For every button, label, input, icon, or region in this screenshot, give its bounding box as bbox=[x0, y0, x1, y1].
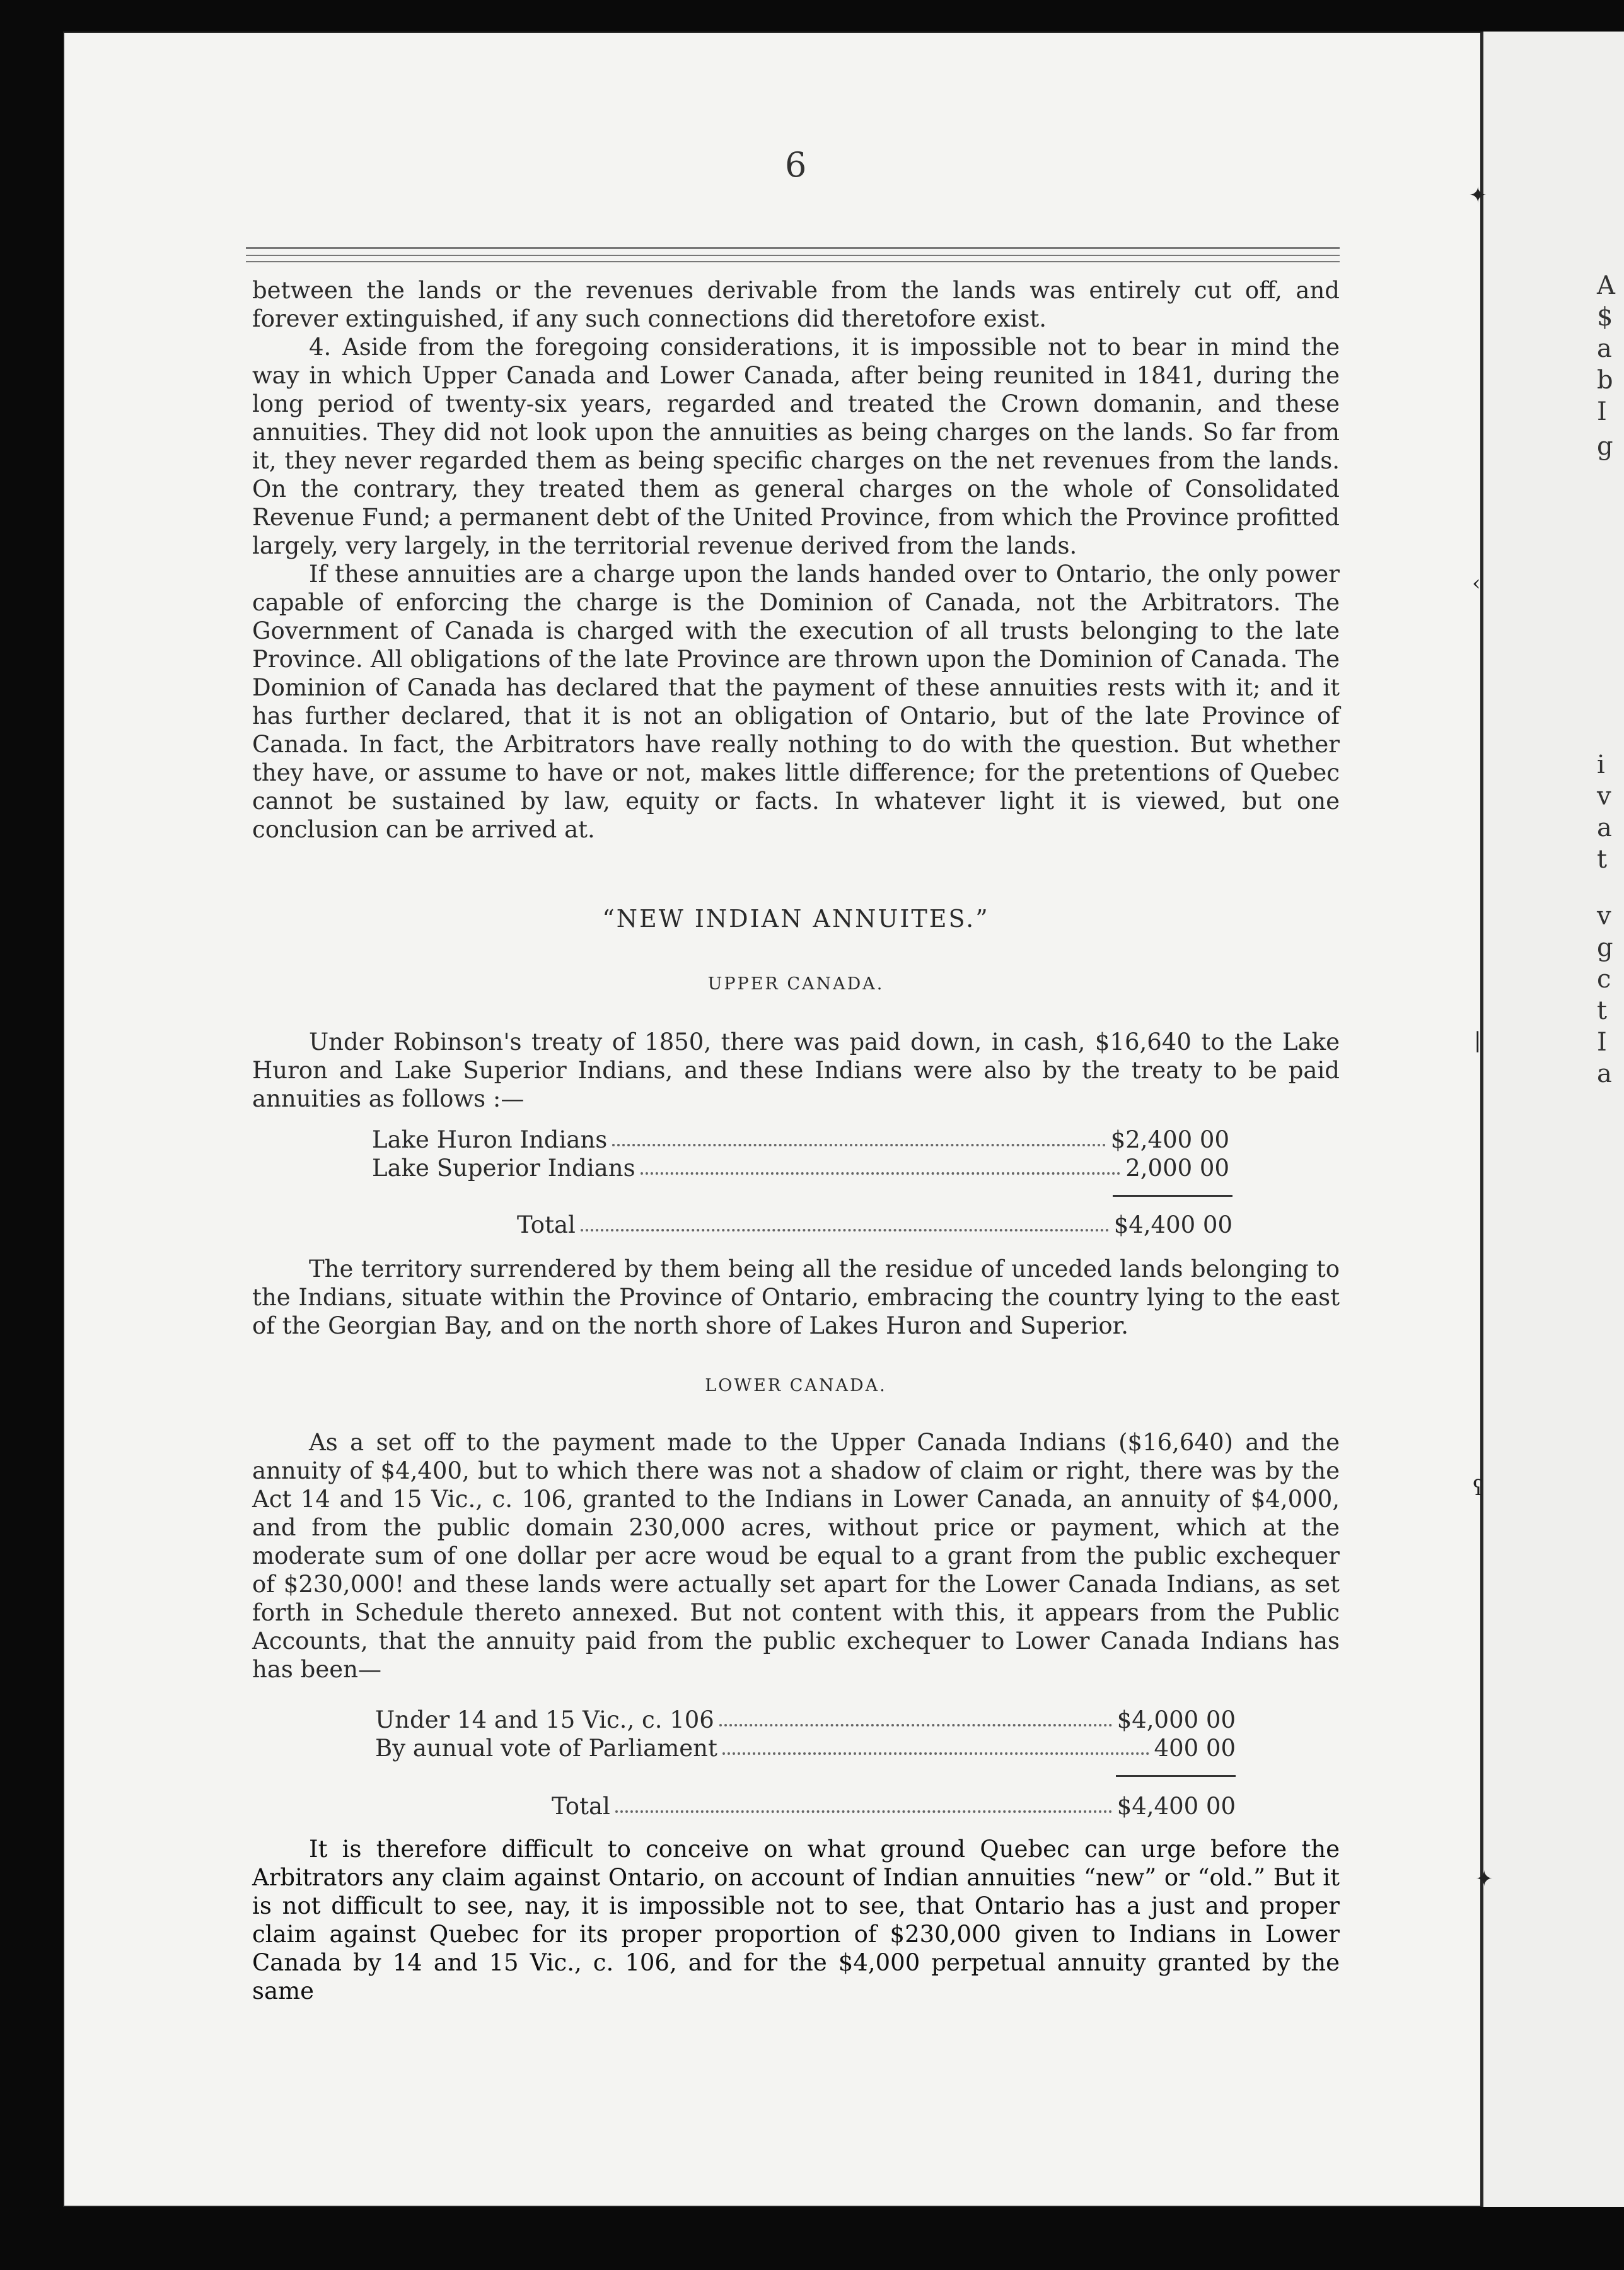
account-label: By aunual vote of Parliament bbox=[375, 1735, 717, 1762]
leader-dots bbox=[615, 1792, 1112, 1813]
paragraph: It is therefore difficult to conceive on what ground Quebec can urge before the Arbitrators any claim against Ontario, on account of Indian annuities “new” or “old.” But it is not difficult to see, nay, it is impossible not to see, that Ontario has a just and proper claim against Quebec for its proper proportion of $230,000 given to Indians in Lower Canada by 14 and 15 Vic., c. 106, and for the $4,000 perpetual annuity granted by the same bbox=[252, 1836, 1340, 2005]
strip-char: I bbox=[1597, 1028, 1607, 1057]
paragraph: Under Robinson's treaty of 1850, there was paid down, in cash, $16,640 to the Lake Huron and Lake Superior Indians, and these Indians were also by the treaty to be paid annuities as follows :— bbox=[252, 1028, 1340, 1112]
strip-char: $ bbox=[1597, 303, 1613, 332]
sum-rule bbox=[1113, 1195, 1232, 1197]
account-label: Lake Huron Indians bbox=[372, 1126, 608, 1153]
upper-canada-heading: UPPER CANADA. bbox=[707, 974, 884, 994]
page-number: 6 bbox=[785, 145, 807, 185]
account-amount: 2,000 00 bbox=[1125, 1155, 1229, 1182]
total-amount: $4,400 00 bbox=[1116, 1793, 1236, 1820]
paragraph: 4. Aside from the foregoing considerations, it is impossible not to bear in mind the way in which Upper Canada and Lower Canada, after being reunited in 1841, during the long period of twenty-six years, regarded and treated the Crown domanin, and these annuities. They did not look upon the annuities as being charges on the lands. So far from it, they never regarded them as being specific charges on the net revenues from the lands. On the contrary, they treated them as general charges on the whole of Consolidated Revenue Fund; a permanent debt of the United Province, from which the Province profitted largely, very largely, in the territorial revenue derived from the lands. bbox=[252, 334, 1340, 559]
strip-char: b bbox=[1597, 366, 1613, 395]
account-row bbox=[372, 1154, 1229, 1182]
paragraph: As a set off to the payment made to the Upper Canada Indians ($16,640) and the annuity of $4,400, but to which there was not a shadow of claim or right, there was by the Act 14 and 15 Vic., c. 106, granted to the Indians in Lower Canada, an annuity of $4,000, and from the public domain 230,000 acres, without price or payment, which at the moderate sum of one dollar per acre woud be equal to a grant from the public exchequer of $230,000! and these lands were actually set apart for the Lower Canada Indians, as set forth in Schedule thereto annexed. But not content with this, it appears from the Public Accounts, that the annuity paid from the public exchequer to Lower Canada Indians has has been— bbox=[252, 1429, 1340, 1683]
paragraph: If these annuities are a charge upon the lands handed over to Ontario, the only power capable of enforcing the charge is the Dominion of Canada, not the Arbitrators. The Government of Canada is charged with the execution of all trusts belonging to the late Province. All obligations of the late Province are thrown upon the Dominion of Canada. The Dominion of Canada has declared that the payment of these annuities rests with it; and it has further declared, that it is not an obligation of Ontario, but of the late Province of Canada. In fact, the Arbitrators have really nothing to do with the question. But whether they have, or assume to have or not, makes little difference; for the pretentions of Quebec cannot be sustained by law, equity or facts. In whatever light it is viewed, but one conclusion can be arrived at. bbox=[252, 561, 1340, 843]
header-rule bbox=[246, 255, 1340, 256]
lower-canada-after bbox=[252, 1835, 1340, 2005]
strip-char: a bbox=[1597, 334, 1612, 363]
strip-char: g bbox=[1597, 933, 1613, 962]
total-label: Total bbox=[552, 1793, 610, 1820]
strip-char: v bbox=[1597, 902, 1611, 931]
upper-canada-paragraph bbox=[252, 1028, 1340, 1113]
total-amount: $4,400 00 bbox=[1113, 1211, 1232, 1238]
leader-dots bbox=[719, 1706, 1112, 1726]
strip-char: a bbox=[1597, 1059, 1612, 1088]
total-label: Total bbox=[517, 1211, 576, 1238]
account-amount: $4,000 00 bbox=[1116, 1706, 1236, 1733]
adjacent-page-edge bbox=[1482, 32, 1624, 2207]
account-row bbox=[375, 1706, 1236, 1734]
margin-mark: ‹ bbox=[1472, 571, 1481, 596]
account-total-row bbox=[517, 1211, 1232, 1239]
paragraph: The territory surrendered by them being all the residue of unceded lands belonging to the Indians, situate within the Province of Ontario, embracing the country lying to the east of the Georgian Bay, and on the north shore of Lakes Huron and Superior. bbox=[252, 1255, 1340, 1339]
strip-char: c bbox=[1597, 965, 1611, 994]
strip-char: g bbox=[1597, 432, 1613, 461]
account-row bbox=[372, 1126, 1229, 1154]
header-rule bbox=[246, 261, 1340, 262]
strip-char: I bbox=[1597, 397, 1607, 426]
strip-char: t bbox=[1597, 996, 1608, 1025]
header-rule bbox=[246, 247, 1340, 249]
strip-char: A bbox=[1597, 271, 1615, 300]
account-row bbox=[375, 1734, 1236, 1762]
account-total-row bbox=[552, 1792, 1236, 1820]
account-amount: $2,400 00 bbox=[1110, 1126, 1229, 1153]
margin-mark: ʕ bbox=[1472, 1476, 1484, 1501]
account-label: Under 14 and 15 Vic., c. 106 bbox=[375, 1706, 714, 1733]
leader-dots bbox=[612, 1126, 1105, 1146]
leader-dots bbox=[641, 1154, 1121, 1175]
strip-char: a bbox=[1597, 813, 1612, 842]
margin-mark: ✦ bbox=[1469, 183, 1487, 208]
intro-text bbox=[252, 276, 1340, 844]
margin-mark: | bbox=[1474, 1028, 1482, 1053]
section-title: “NEW INDIAN ANNUITES.” bbox=[602, 905, 990, 933]
lower-canada-heading: LOWER CANADA. bbox=[705, 1376, 887, 1395]
account-amount: 400 00 bbox=[1154, 1735, 1236, 1762]
leader-dots bbox=[581, 1211, 1109, 1231]
strip-char: i bbox=[1597, 750, 1605, 779]
upper-canada-after bbox=[252, 1255, 1340, 1340]
paragraph: between the lands or the revenues derivable from the lands was entirely cut off, and forever extinguished, if any such connections did theretofore exist. bbox=[252, 277, 1340, 332]
strip-char: t bbox=[1597, 845, 1608, 874]
strip-char: v bbox=[1597, 782, 1611, 811]
lower-canada-paragraph bbox=[252, 1428, 1340, 1684]
account-label: Lake Superior Indians bbox=[372, 1155, 635, 1182]
sum-rule bbox=[1116, 1775, 1236, 1777]
leader-dots bbox=[722, 1734, 1149, 1755]
margin-mark: ✦ bbox=[1475, 1866, 1494, 1892]
